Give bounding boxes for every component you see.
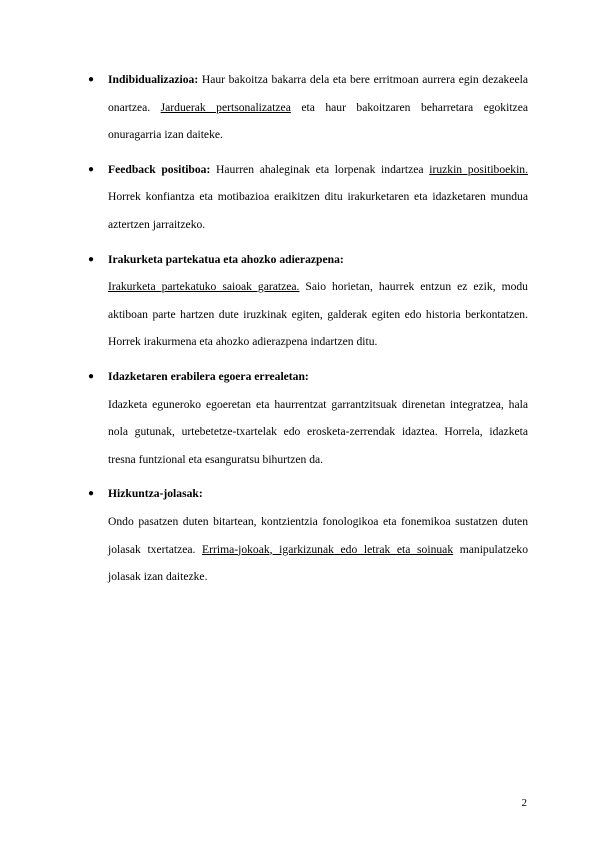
bullet-icon: ● <box>88 74 95 85</box>
underlined-text: Jarduerak pertsonalizatzea <box>160 100 291 114</box>
page-number: 2 <box>521 797 527 809</box>
item-title: Indibidualizazioa: <box>108 73 199 86</box>
item-paragraph: Idazketa eguneroko egoeretan eta haurrentzat garrantzitsuak direnetan integratzea, hala nola gutunak, urtebetetze-txartelak edo erosketa-zerrendak idaztea. Horrela, idazketa tresna funtzional eta esanguratsu bihurtzen da. <box>108 397 528 466</box>
bullet-icon: ● <box>88 253 95 265</box>
item-title: Hizkuntza-jolasak: <box>108 487 203 501</box>
item-paragraph: Ondo pasatzen duten bitartean, kontzientzia fonologikoa eta fonemikoa sustatzen duten jolasak txertatzea. Errima-jokoak, igarkizunak edo letrak eta soinuak manipulatzeko jolasak izan daitezke. <box>108 514 528 584</box>
item-title: Feedback positiboa: <box>108 162 211 176</box>
bullet-list <box>88 66 528 598</box>
item-paragraph: Indibidualizazioa: Haur bakoitza bakarra dela eta bere erritmoan aurrera egin dezakeela onartzea. Jarduerak pertsonalizatzea eta haur bakoitzaren beharretara egokitzea onuragarria izan daiteke. <box>108 73 528 142</box>
underlined-text: iruzkin positiboekin. <box>429 162 529 176</box>
underlined-text: Errima-jokoak, igarkizunak edo letrak eta soinuak <box>202 542 454 556</box>
list-item-shared-reading <box>88 246 528 356</box>
bullet-icon: ● <box>88 488 95 500</box>
bullet-icon: ● <box>88 370 95 382</box>
bullet-icon: ● <box>88 163 95 175</box>
item-paragraph: Irakurketa partekatuko saioak garatzea. Saio horietan, haurrek entzun ez ezik, modu aktiboan parte hartzen dute iruzkinak egiten, galderak egiten edo historia berkontatzen. Horrek irakurmena eta ahozko adierazpena indartzen ditu. <box>108 280 528 349</box>
item-title: Idazketaren erabilera egoera errealetan: <box>108 369 309 383</box>
list-item-language-games <box>88 480 528 590</box>
list-item-individualization <box>88 66 528 149</box>
underlined-text: Irakurketa partekatuko saioak garatzea. <box>108 280 300 294</box>
item-paragraph: Feedback positiboa: Haurren ahaleginak eta lorpenak indartzea iruzkin positiboekin. Horrek konfiantza eta motibazioa eraikitzen ditu irakurketaren eta idazketaren mundua aztertzen jarraitzeko. <box>108 162 529 231</box>
list-item-writing-use <box>88 363 528 473</box>
list-item-feedback <box>88 156 528 239</box>
item-title: Irakurketa partekatua eta ahozko adierazpena: <box>108 252 344 266</box>
